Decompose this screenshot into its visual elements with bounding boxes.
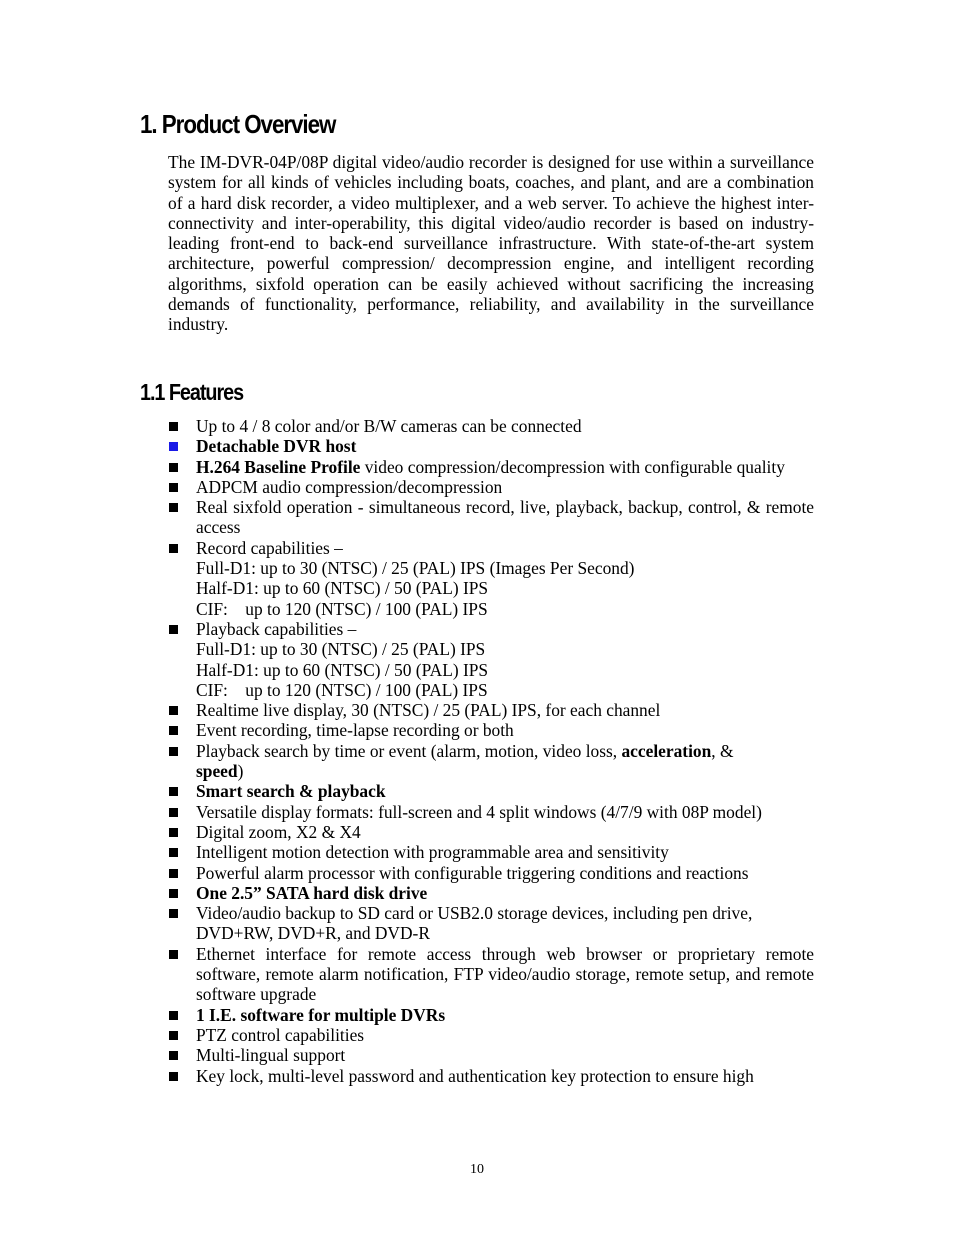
page-number: 10: [470, 1162, 484, 1177]
square-bullet-icon: [169, 503, 178, 512]
intro-paragraph: The IM-DVR-04P/08P digital video/audio recorder is designed for use within a surveillance system for all kinds of vehicles including boats, coaches, and plant, and are a combination of a hard disk recorder, a video multiplexer, and a web server. To achieve the highest inter-connectivity and inter-operability, this digital video/audio recorder is based on industry-leading front-end to back-end surveillance infrastructure. With state-of-the-art system architecture, powerful compression/ decompression engine, and intelligent recording algorithms, sixfold operation can be easily achieved without sacrificing the increasing demands of functionality, performance, reliability, and availability in the surveillance industry.: [168, 152, 814, 335]
square-bullet-icon: [169, 808, 178, 817]
square-bullet-icon: [169, 483, 178, 492]
square-bullet-icon: [169, 950, 178, 959]
list-item: Smart search & playback: [168, 781, 814, 801]
list-item: Playback search by time or event (alarm, motion, video loss, acceleration, & speed): [168, 741, 814, 782]
list-item: Record capabilities – Full-D1: up to 30 (NTSC) / 25 (PAL) IPS (Images Per Second) Half-D1: up to 60 (NTSC) / 50 (PAL) IPS CIF: up to 120 (NTSC) / 100 (PAL) IPS: [168, 538, 814, 619]
list-item: ADPCM audio compression/decompression: [168, 477, 814, 497]
square-bullet-icon: [169, 1072, 178, 1081]
square-bullet-icon: [169, 422, 178, 431]
list-item: Powerful alarm processor with configurable triggering conditions and reactions: [168, 863, 814, 883]
square-bullet-icon: [169, 848, 178, 857]
section-heading-features: 1.1 Features: [140, 379, 244, 405]
square-bullet-icon: [169, 787, 178, 796]
list-item: Intelligent motion detection with programmable area and sensitivity: [168, 842, 814, 862]
square-bullet-icon: [169, 544, 178, 553]
list-item: Event recording, time-lapse recording or both: [168, 720, 814, 740]
list-item: One 2.5” SATA hard disk drive: [168, 883, 814, 903]
square-bullet-icon: [169, 442, 178, 451]
list-item: Ethernet interface for remote access through web browser or proprietary remote software, remote alarm notification, FTP video/audio storage, remote setup, and remote software upgrade: [168, 944, 814, 1005]
list-item: Key lock, multi-level password and authentication key protection to ensure high: [168, 1066, 814, 1086]
square-bullet-icon: [169, 1031, 178, 1040]
square-bullet-icon: [169, 889, 178, 898]
square-bullet-icon: [169, 747, 178, 756]
list-item: H.264 Baseline Profile video compression/decompression with configurable quality: [168, 457, 814, 477]
square-bullet-icon: [169, 828, 178, 837]
square-bullet-icon: [169, 1051, 178, 1060]
square-bullet-icon: [169, 909, 178, 918]
list-item: Video/audio backup to SD card or USB2.0 storage devices, including pen drive, DVD+RW, DVD+R, and DVD-R: [168, 903, 814, 944]
square-bullet-icon: [169, 1011, 178, 1020]
square-bullet-icon: [169, 726, 178, 735]
list-item: Multi-lingual support: [168, 1045, 814, 1065]
list-item: Playback capabilities – Full-D1: up to 30 (NTSC) / 25 (PAL) IPS Half-D1: up to 60 (NTSC) / 50 (PAL) IPS CIF: up to 120 (NTSC) / 100 (PAL) IPS: [168, 619, 814, 700]
list-item: Digital zoom, X2 & X4: [168, 822, 814, 842]
list-item: Up to 4 / 8 color and/or B/W cameras can be connected: [168, 416, 814, 436]
section-heading-product-overview: 1. Product Overview: [140, 109, 336, 139]
square-bullet-icon: [169, 463, 178, 472]
features-list: [168, 416, 814, 1086]
list-item: Realtime live display, 30 (NTSC) / 25 (PAL) IPS, for each channel: [168, 700, 814, 720]
list-item: Real sixfold operation - simultaneous record, live, playback, backup, control, & remote access: [168, 497, 814, 538]
list-item: Detachable DVR host: [168, 436, 814, 456]
list-item: 1 I.E. software for multiple DVRs: [168, 1005, 814, 1025]
square-bullet-icon: [169, 706, 178, 715]
square-bullet-icon: [169, 625, 178, 634]
list-item: PTZ control capabilities: [168, 1025, 814, 1045]
list-item: Versatile display formats: full-screen and 4 split windows (4/7/9 with 08P model): [168, 802, 814, 822]
square-bullet-icon: [169, 869, 178, 878]
